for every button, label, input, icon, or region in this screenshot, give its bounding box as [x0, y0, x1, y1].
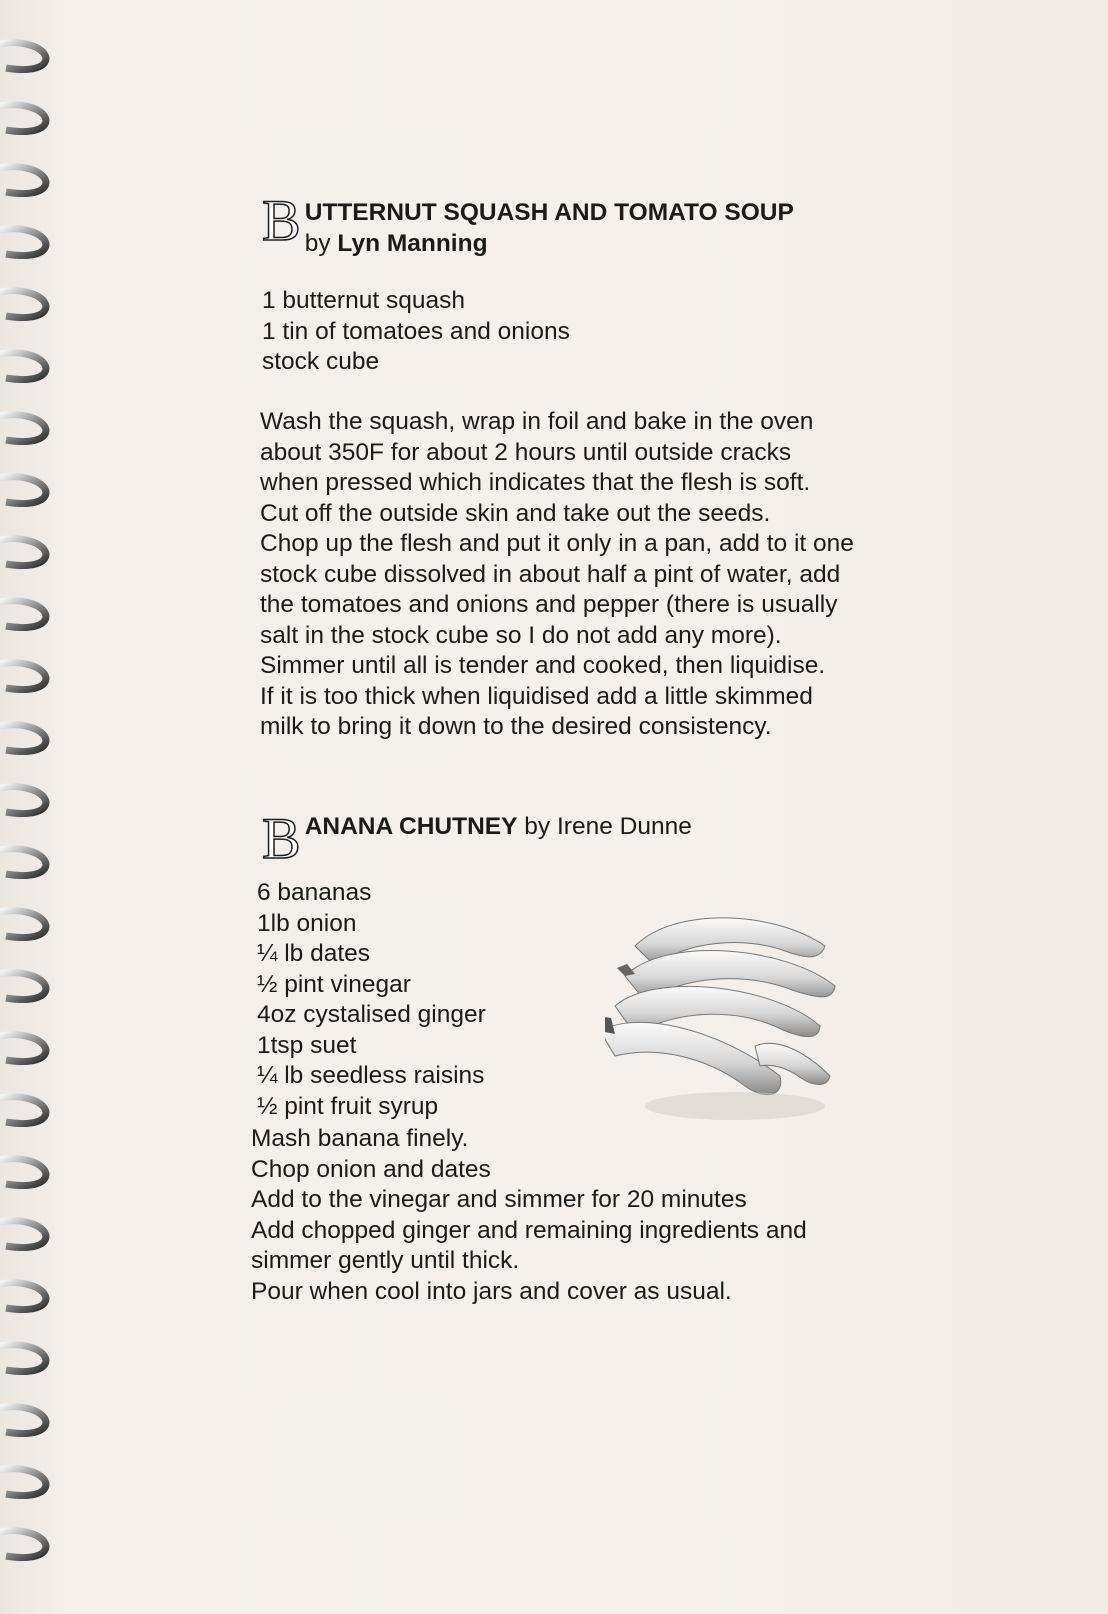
recipe2-ingredients [257, 878, 486, 1122]
method-line: milk to bring it down to the desired consistency. [260, 713, 772, 740]
ingredient-item: ¼ lb seedless raisins [257, 1062, 485, 1089]
recipe1-by: by [304, 230, 331, 257]
method-line: simmer gently until thick. [251, 1247, 520, 1274]
ingredient-item: ½ pint fruit syrup [257, 1092, 439, 1120]
method-line: about 350F for about 2 hours until outside cracks [260, 438, 792, 466]
method-line: Pour when cool into jars and cover as usual. [251, 1277, 732, 1305]
recipe1-ingredients [262, 286, 570, 378]
ingredient-item: 1 tin of tomatoes and onions [262, 317, 570, 345]
ingredient-item: 4oz cystalised ginger [257, 1001, 486, 1028]
method-line: Mash banana finely. [251, 1125, 469, 1152]
recipe1-dropcap: B [262, 188, 301, 253]
ingredient-item: ¼ lb dates [257, 940, 371, 967]
method-line: If it is too thick when liquidised add a little skimmed [260, 682, 813, 710]
ingredient-item: 6 bananas [257, 879, 372, 906]
ingredient-item: stock cube [262, 348, 380, 375]
bananas-illustration [605, 906, 875, 1136]
method-line: Cut off the outside skin and take out the seeds. [260, 499, 771, 527]
recipe2-title: ANANA CHUTNEY [304, 813, 518, 840]
recipe2-method [251, 1124, 807, 1307]
recipe1-title: UTTERNUT SQUASH AND TOMATO SOUP [304, 199, 794, 226]
method-line: stock cube dissolved in about half a pint of water, add [260, 560, 841, 588]
method-line: Chop onion and dates [251, 1155, 491, 1183]
method-line: Wash the squash, wrap in foil and bake in the oven [260, 408, 814, 435]
ingredient-item: ½ pint vinegar [257, 970, 411, 998]
method-line: when pressed which indicates that the flesh is soft. [260, 469, 811, 496]
recipe1-author: Lyn Manning [337, 230, 488, 257]
spiral-binding [0, 20, 70, 1600]
method-line: Simmer until all is tender and cooked, then liquidise. [260, 652, 826, 679]
method-line: Chop up the flesh and put it only in a pan, add to it one [260, 530, 854, 557]
recipe2-dropcap: B [262, 806, 301, 871]
method-line: salt in the stock cube so I do not add any more). [260, 621, 782, 649]
ingredient-item: 1lb onion [257, 909, 357, 937]
ingredient-item: 1tsp suet [257, 1031, 357, 1059]
recipe2-byline: by Irene Dunne [524, 813, 692, 840]
method-line: the tomatoes and onions and pepper (there is usually [260, 591, 838, 618]
method-line: Add chopped ginger and remaining ingredients and [251, 1216, 807, 1244]
spiral-coil-icon [0, 20, 70, 1600]
ingredient-item: 1 butternut squash [262, 287, 465, 314]
method-line: Add to the vinegar and simmer for 20 minutes [251, 1186, 747, 1213]
recipe1-heading [262, 188, 794, 259]
recipe2-heading [262, 806, 692, 871]
recipe1-method [260, 407, 854, 743]
